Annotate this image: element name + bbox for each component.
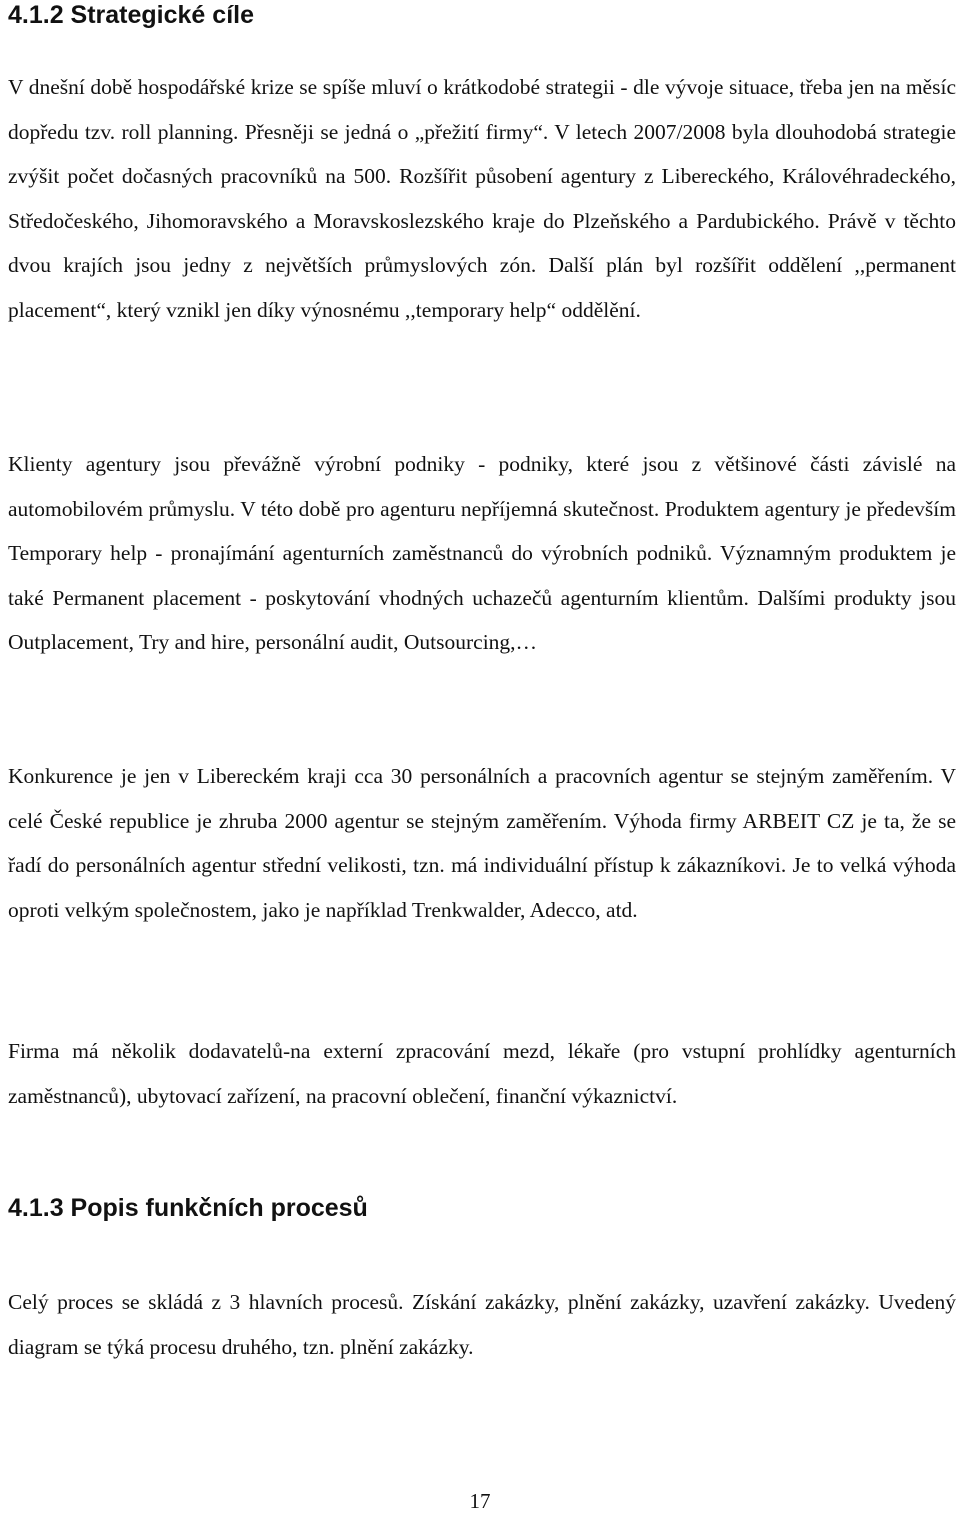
section-heading-strategic-goals: 4.1.2 Strategické cíle <box>8 1 254 29</box>
paragraph-suppliers: Firma má několik dodavatelů-na externí zpracování mezd, lékaře (pro vstupní prohlídky agenturních zaměstnanců), ubytovací zařízení, na pracovní oblečení, finanční výkaznictví. <box>8 1039 956 1108</box>
page-number: 17 <box>469 1489 491 1513</box>
paragraph-strategy: V dnešní době hospodářské krize se spíše mluví o krátkodobé strategii - dle vývoje situace, třeba jen na měsíc dopředu tzv. roll planning. Přesněji se jedná o „přežití firmy“. V letech 2007/2008 byla dlouhodobá strategie zvýšit počet dočasných pracovníků na 500. Rozšířit působení agentury z Libereckého, Královéhradeckého, Středočeského, Jihomoravského a Moravskoslezského kraje do Plzeňského a Pardubického. Právě v těchto dvou krajích jsou jedny z největších průmyslových zón. Další plán byl rozšířit oddělení ,,permanent placement“, který vznikl jen díky výnosnému ,,temporary help“ oddělění. <box>8 75 956 322</box>
paragraph-processes: Celý proces se skládá z 3 hlavních procesů. Získání zakázky, plnění zakázky, uzavření zakázky. Uvedený diagram se týká procesu druhého, tzn. plnění zakázky. <box>8 1290 956 1359</box>
section-heading-process-description: 4.1.3 Popis funkčních procesů <box>8 1194 368 1222</box>
paragraph-competition: Konkurence je jen v Libereckém kraji cca 30 personálních a pracovních agentur se stejným zaměřením. V celé České republice je zhruba 2000 agentur se stejným zaměřením. Výhoda firmy ARBEIT CZ je ta, že se řadí do personálních agentur střední velikosti, tzn. má individuální přístup k zákazníkovi. Je to velká výhoda oproti velkým společnostem, jako je například Trenkwalder, Adecco, atd. <box>8 764 956 922</box>
paragraph-clients-products: Klienty agentury jsou převážně výrobní podniky - podniky, které jsou z většinové části závislé na automobilovém průmyslu. V této době pro agenturu nepříjemná skutečnost. Produktem agentury je především Temporary help - pronajímání agenturních zaměstnanců do výrobních podniků. Významným produktem je také Permanent placement - poskytování vhodných uchazečů agenturním klientům. Dalšími produkty jsou Outplacement, Try and hire, personální audit, Outsourcing,… <box>8 452 956 654</box>
